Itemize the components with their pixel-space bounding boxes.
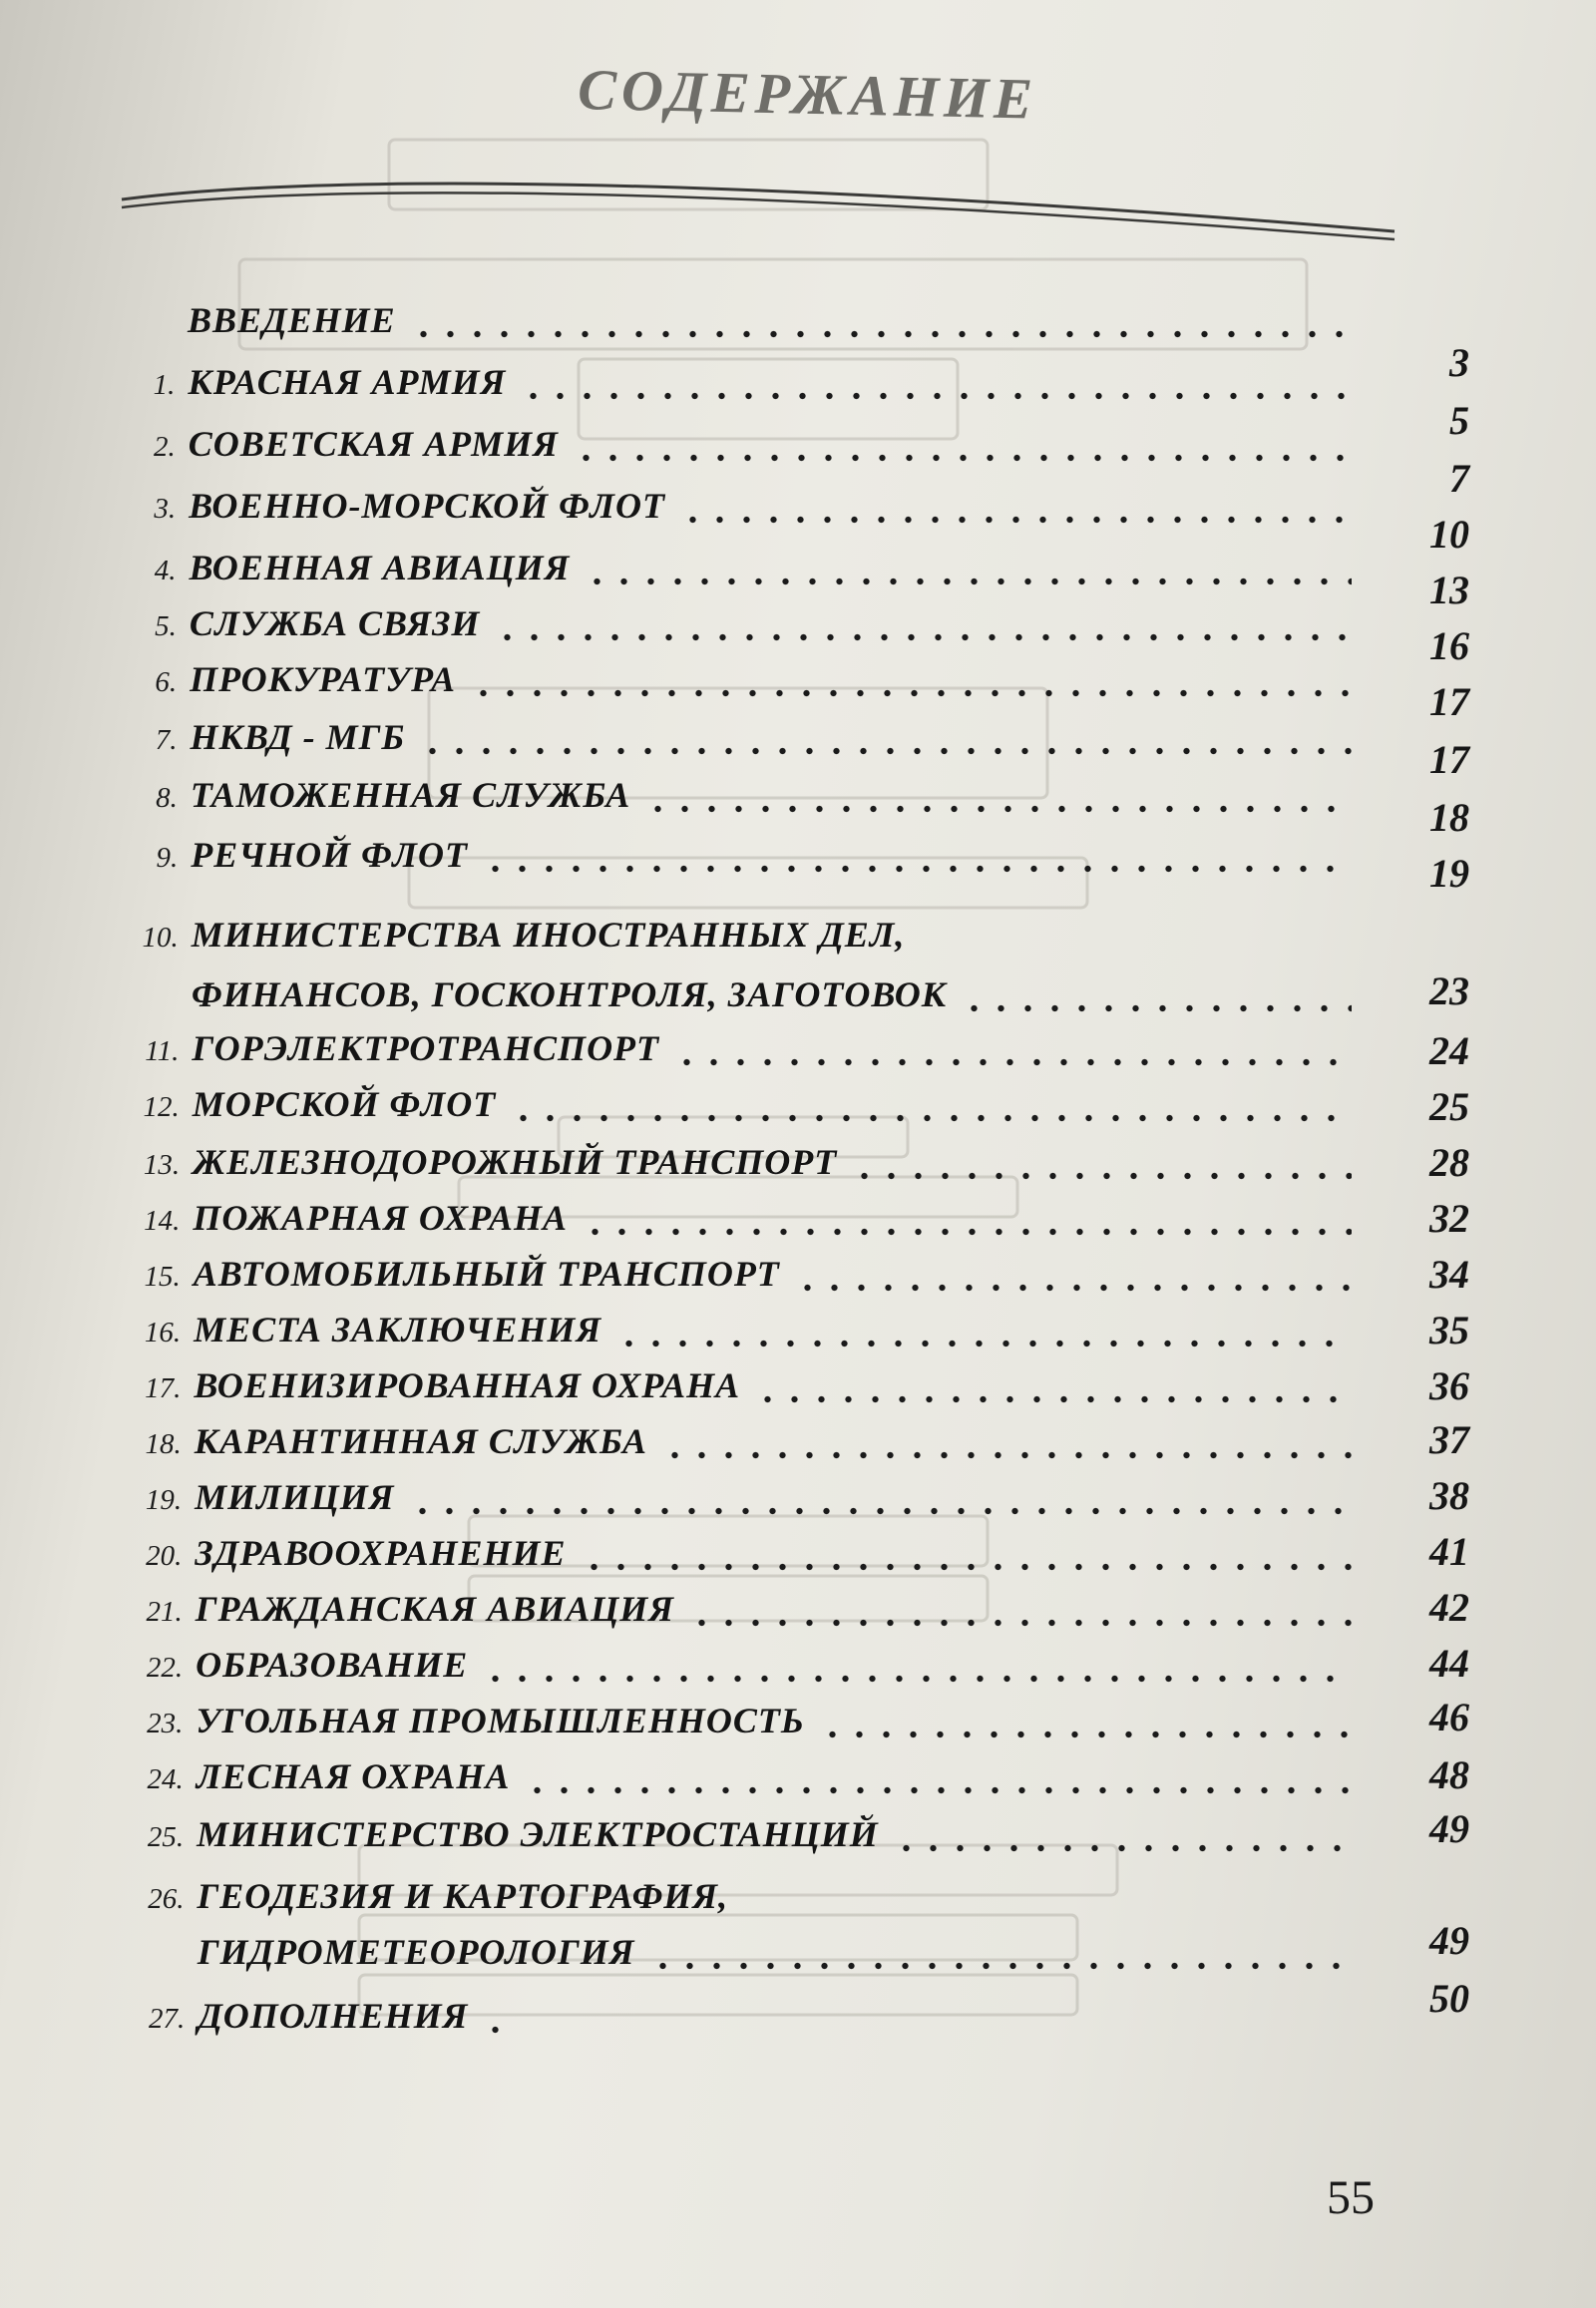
leader-dots: [819, 1730, 1352, 1739]
entry-page-number: 41: [1429, 1529, 1469, 1574]
entry-number: 25.: [147, 1821, 185, 1853]
entry-title: МИЛИЦИЯ: [195, 1477, 395, 1517]
entry-title: ГРАЖДАНСКАЯ АВИАЦИЯ: [195, 1589, 675, 1629]
entry-page-number: 25: [1429, 1084, 1469, 1129]
entry-title: АВТОМОБИЛЬНЫЙ ТРАНСПОРТ: [193, 1254, 780, 1294]
entry-page-number: 35: [1429, 1308, 1469, 1352]
leader-dots: [961, 1003, 1352, 1013]
leader-dots: [494, 632, 1352, 642]
entry-number: 2.: [153, 431, 176, 463]
entry-page-number: 19: [1429, 851, 1469, 896]
leader-dots: [419, 746, 1352, 756]
entry-number: 14.: [144, 1205, 181, 1237]
entry-title: ВОЕННО-МОРСКОЙ ФЛОТ: [189, 486, 665, 526]
entry-number: 4.: [154, 555, 177, 586]
leader-dots: [582, 1227, 1352, 1237]
leader-dots: [482, 864, 1352, 874]
page-title: СОДЕРЖАНИЕ: [577, 56, 1038, 132]
entry-title: ДОПОЛНЕНИЯ: [198, 1996, 469, 2036]
entry-page-number: 50: [1429, 1976, 1469, 2021]
entry-title: ВОЕНИЗИРОВАННАЯ ОХРАНА: [194, 1365, 741, 1405]
leader-dots: [520, 391, 1352, 401]
leader-dots: [510, 1113, 1352, 1123]
entry-number: 16.: [144, 1317, 182, 1348]
entry-number: 13.: [143, 1149, 181, 1181]
entry-page-number: 38: [1429, 1473, 1469, 1518]
entry-number: 8.: [156, 782, 178, 814]
entry-number: 15.: [144, 1261, 181, 1293]
entry-number: 19.: [145, 1484, 183, 1516]
entry-number: 1.: [153, 369, 176, 401]
entry-number: 26.: [148, 1883, 185, 1915]
page-number: 55: [1327, 2171, 1375, 2224]
entry-title: ОБРАЗОВАНИЕ: [196, 1645, 469, 1685]
leader-dots: [893, 1843, 1352, 1853]
entry-page-number: 17: [1429, 679, 1469, 724]
entry-title: ЖЕЛЕЗНОДОРОЖНЫЙ ТРАНСПОРТ: [193, 1142, 838, 1182]
leader-dots: [482, 2025, 519, 2035]
leader-dots: [754, 1394, 1352, 1404]
entry-title: МЕСТА ЗАКЛЮЧЕНИЯ: [194, 1310, 602, 1349]
leader-dots: [673, 1057, 1352, 1067]
leader-dots: [679, 515, 1352, 525]
entry-page-number: 49: [1429, 1806, 1469, 1851]
leader-dots: [470, 688, 1352, 698]
entry-page-number: 18: [1429, 795, 1469, 840]
entry-title: ВОЕННАЯ АВИАЦИЯ: [189, 548, 571, 587]
entry-page-number: 24: [1429, 1028, 1469, 1073]
entry-number: 3.: [154, 493, 177, 525]
entry-page-number: 17: [1429, 737, 1469, 782]
leader-dots: [851, 1171, 1352, 1181]
entry-page-number: 13: [1429, 568, 1469, 612]
entry-page-number: 32: [1429, 1196, 1469, 1241]
entry-number: 21.: [146, 1596, 183, 1628]
entry-page-number: 36: [1429, 1363, 1469, 1408]
entry-page-number: 28: [1429, 1140, 1469, 1185]
entry-title: ТАМОЖЕННАЯ СЛУЖБА: [190, 775, 631, 815]
entry-number: 23.: [147, 1708, 184, 1739]
leader-dots: [409, 1506, 1352, 1516]
entry-page-number: 16: [1429, 623, 1469, 668]
entry-page-number: 37: [1429, 1417, 1469, 1462]
entry-page-number: 42: [1429, 1585, 1469, 1630]
entry-title: ПОЖАРНАЯ ОХРАНА: [193, 1198, 568, 1238]
entry-title: РЕЧНОЙ ФЛОТ: [191, 835, 468, 875]
entry-title: УГОЛЬНАЯ ПРОМЫШЛЕННОСТЬ: [196, 1701, 805, 1740]
entry-title: ГЕОДЕЗИЯ И КАРТОГРАФИЯ,: [197, 1876, 729, 1916]
entry-number: 18.: [145, 1428, 182, 1460]
entry-page-number: 49: [1429, 1918, 1469, 1963]
entry-number: 27.: [148, 2003, 186, 2035]
leader-dots: [644, 804, 1352, 814]
entry-title: ВВЕДЕНИЕ: [188, 300, 396, 340]
entry-number: 10.: [142, 922, 179, 954]
entry-page-number: 10: [1429, 512, 1469, 557]
entry-number: 24.: [147, 1763, 184, 1795]
entry-page-number: 44: [1429, 1641, 1469, 1686]
entry-title: МИНИСТЕРСТВО ЭЛЕКТРОСТАНЦИЙ: [197, 1814, 879, 1854]
leader-dots: [661, 1450, 1352, 1460]
leader-dots: [688, 1618, 1352, 1628]
leader-dots: [615, 1339, 1352, 1348]
entry-title: МИНИСТЕРСТВА ИНОСТРАННЫХ ДЕЛ,: [191, 915, 906, 955]
entry-title: ЛЕСНАЯ ОХРАНА: [196, 1756, 511, 1796]
entry-page-number: 5: [1449, 398, 1469, 443]
entry-number: 20.: [146, 1540, 183, 1572]
entry-title: ГИДРОМЕТЕОРОЛОГИЯ: [197, 1932, 635, 1972]
entry-number: 5.: [155, 610, 177, 642]
entry-title: ГОРЭЛЕКТРОТРАНСПОРТ: [192, 1028, 660, 1068]
leader-dots: [573, 453, 1352, 463]
entry-page-number: 48: [1429, 1752, 1469, 1797]
entry-number: 7.: [155, 724, 178, 756]
leader-dots: [584, 577, 1352, 586]
entry-number: 9.: [156, 842, 179, 874]
entry-title: КАРАНТИННАЯ СЛУЖБА: [194, 1421, 647, 1461]
entry-title: КРАСНАЯ АРМИЯ: [188, 362, 507, 402]
leader-dots: [649, 1961, 1352, 1971]
leader-dots: [482, 1674, 1352, 1684]
entry-number: 17.: [145, 1372, 182, 1404]
entry-title: ПРОКУРАТУРА: [190, 659, 457, 699]
entry-title: СОВЕТСКАЯ АРМИЯ: [188, 424, 559, 464]
entry-page-number: 46: [1429, 1695, 1469, 1739]
entry-page-number: 3: [1449, 340, 1469, 385]
entry-number: 22.: [146, 1652, 184, 1684]
entry-number: 11.: [145, 1035, 180, 1067]
entry-page-number: 7: [1449, 456, 1469, 501]
entry-title: ЗДРАВООХРАНЕНИЕ: [195, 1533, 567, 1573]
leader-dots: [410, 329, 1352, 339]
entry-title: СЛУЖБА СВЯЗИ: [189, 603, 481, 643]
entry-title: МОРСКОЙ ФЛОТ: [192, 1084, 497, 1124]
entry-title: ФИНАНСОВ, ГОСКОНТРОЛЯ, ЗАГОТОВОК: [192, 974, 948, 1014]
entry-page-number: 34: [1429, 1252, 1469, 1297]
entry-page-number: 23: [1429, 968, 1469, 1013]
leader-dots: [581, 1562, 1352, 1572]
leader-dots: [794, 1283, 1352, 1293]
leader-dots: [524, 1785, 1352, 1795]
entry-number: 6.: [155, 666, 178, 698]
entry-title: НКВД - МГБ: [190, 717, 406, 757]
entry-number: 12.: [143, 1091, 180, 1123]
